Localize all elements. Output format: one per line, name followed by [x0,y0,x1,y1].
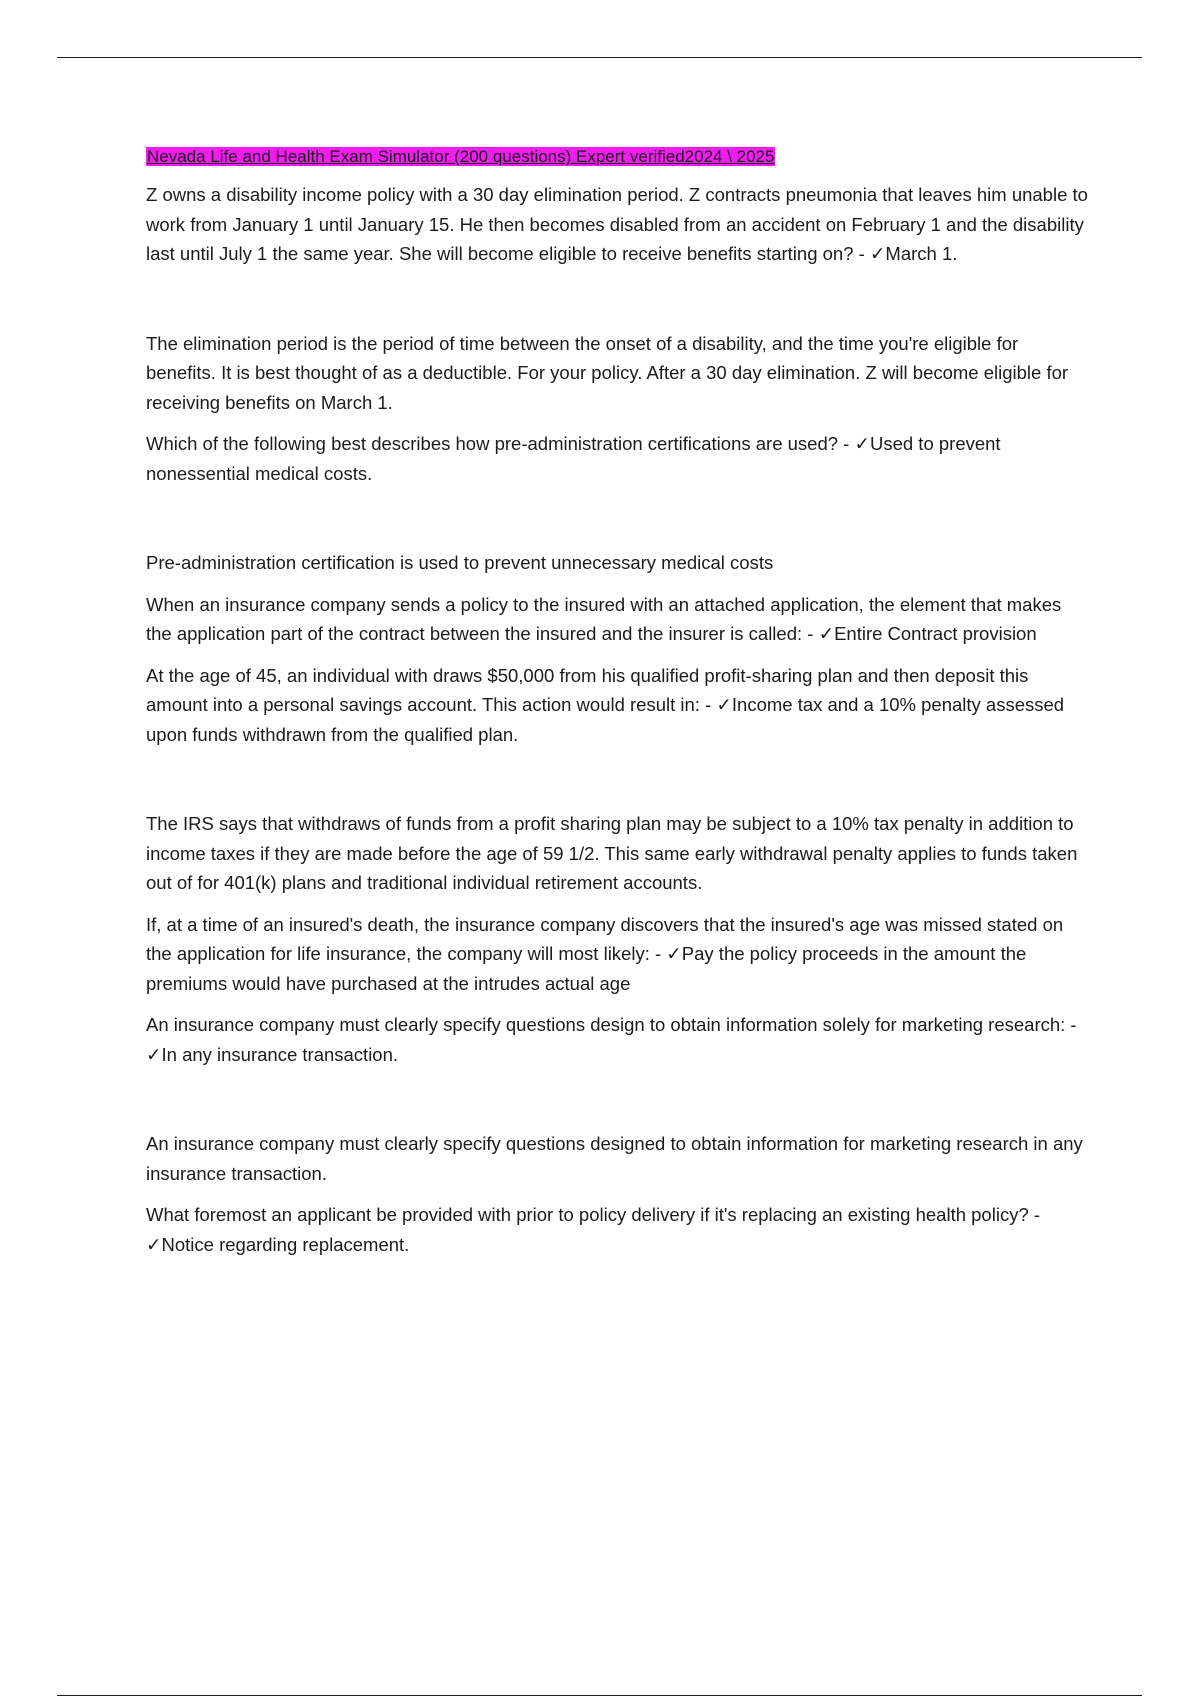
paragraph-gap [146,488,1092,548]
paragraph-gap [146,749,1092,809]
bottom-rule [57,1695,1142,1696]
question-paragraph: What foremost an applicant be provided with prior to policy delivery if it's replacing an existing health policy? - ✓Notice regarding replacement. [146,1204,1041,1255]
paragraph-gap [146,649,1092,661]
paragraph-gap [146,417,1092,429]
paragraph-gap [146,578,1092,590]
title-line [146,146,1092,168]
question-paragraph: Z owns a disability income policy with a 30 day elimination period. Z contracts pneumonia that leaves him unable to work from January 1 until January 15. He then becomes disabled from an accident on February 1 and the disability last until July 1 the same year. She will become eligible to receive benefits starting on? - ✓March 1. [146,184,1088,264]
paragraph-gap [146,1069,1092,1129]
paragraph-gap [146,1188,1092,1200]
paragraph-gap [146,269,1092,329]
top-rule [57,57,1142,58]
question-paragraph: At the age of 45, an individual with draws $50,000 from his qualified profit-sharing plan and then deposit this amount into a personal savings account. This action would result in: - ✓Income tax and a 10% penalty assessed upon funds withdrawn from the qualified plan. [146,664,1065,745]
question-paragraph: An insurance company must clearly specify questions design to obtain information solely for marketing research: - ✓In any insurance transaction. [146,1014,1077,1065]
paragraph-gap [146,998,1092,1010]
question-paragraph: When an insurance company sends a policy to the insured with an attached application, the element that makes the application part of the contract between the insured and the insurer is called: - ✓Entire Contract provision [146,593,1062,644]
document-title: Nevada Life and Health Exam Simulator (200 questions) Expert verified2024 \ 2025 [147,147,775,166]
paragraph-gap [146,898,1092,910]
explanation-paragraph: The IRS says that withdraws of funds from a profit sharing plan may be subject to a 10% tax penalty in addition to income taxes if they are made before the age of 59 1/2. This same early withdrawal penalty applies to funds taken out of for 401(k) plans and traditional individual retirement accounts. [146,813,1078,893]
question-paragraph: If, at a time of an insured's death, the insurance company discovers that the insured's age was missed stated on the application for life insurance, the company will most likely: - ✓Pay the policy proceeds in the amount the premiums would have purchased at the intrudes actual age [146,913,1064,994]
explanation-paragraph: Pre-administration certification is used to prevent unnecessary medical costs [146,552,774,573]
explanation-paragraph: The elimination period is the period of time between the onset of a disability, and the time you're eligible for benefits. It is best thought of as a deductible. For your policy. After a 30 day elimination. Z will become eligible for receiving benefits on March 1. [146,332,1069,413]
explanation-paragraph: An insurance company must clearly specify questions designed to obtain information for marketing research in any insurance transaction. [146,1133,1083,1184]
question-paragraph: Which of the following best describes how pre-administration certifications are used? - ✓Used to prevent nonessential medical costs. [146,433,1001,484]
document-body [146,146,1092,1259]
